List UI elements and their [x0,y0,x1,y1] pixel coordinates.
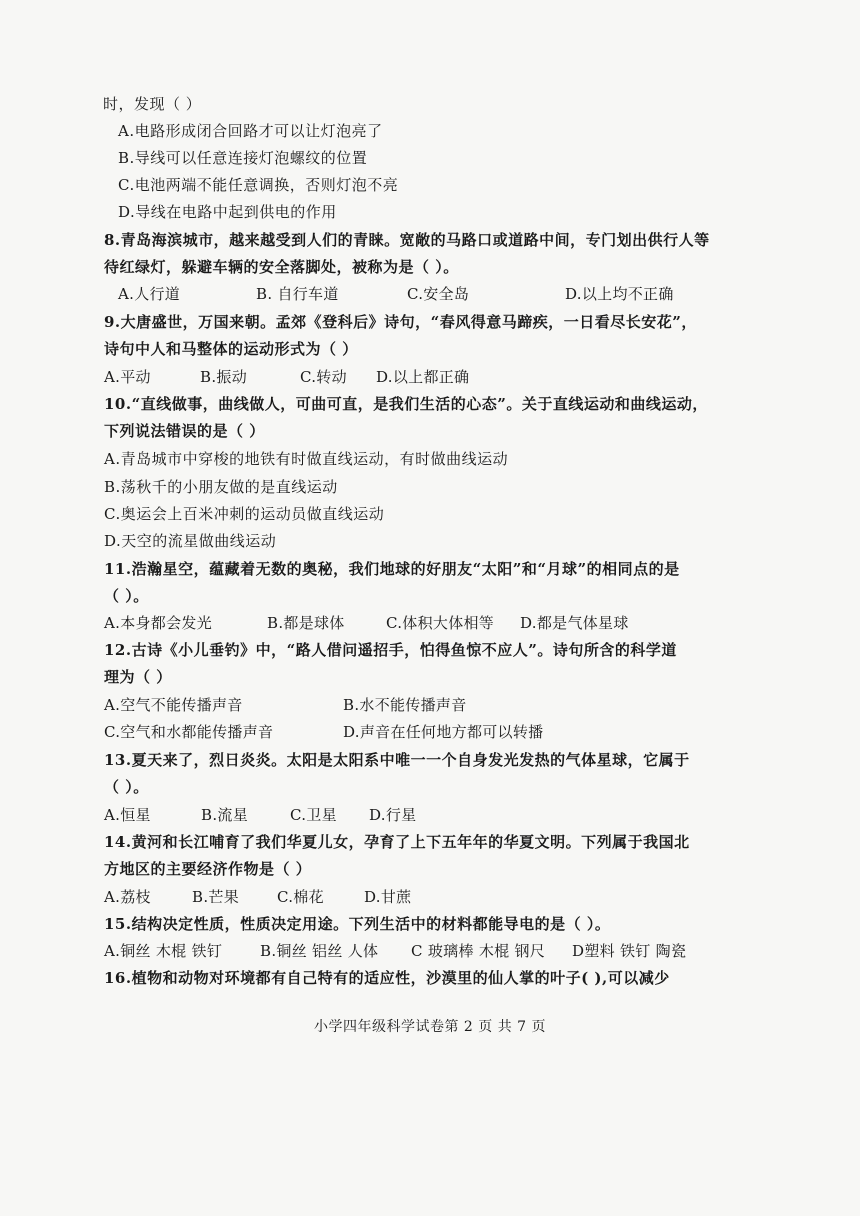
q16-stem-line1: 16.植物和动物对环境都有自己特有的适应性，沙漠里的仙人掌的叶子( ),可以减少 [104,969,670,987]
q7-option-a: A.电路形成闭合回路才可以让灯泡亮了 [118,122,383,140]
q12-option-d: D.声音在任何地方都可以转播 [343,723,544,741]
q10-stem-line1: 10.“直线做事，曲线做人，可曲可直，是我们生活的心态”。关于直线运动和曲线运动， [104,395,708,413]
q11-option-b: B.都是球体 [267,614,345,632]
q8-stem-line2: 待红绿灯，躲避车辆的安全落脚处，被称为是（ ）。 [104,258,459,276]
q14-option-d: D.甘蔗 [364,888,412,906]
q8-option-d: D.以上均不正确 [565,285,674,303]
q14-option-b: B.芒果 [192,888,239,906]
q9-option-d: D.以上都正确 [376,368,470,386]
q8-option-c: C.安全岛 [407,285,470,303]
q12-stem-line1: 12.古诗《小儿垂钓》中，“路人借问遥招手，怕得鱼惊不应人”。诗句所含的科学道 [104,641,677,659]
q14-stem-line2: 方地区的主要经济作物是（ ） [104,860,312,878]
q7-option-b: B.导线可以任意连接灯泡螺纹的位置 [118,149,368,167]
page-footer: 小学四年级科学试卷第 2 页 共 7 页 [313,1019,547,1035]
q9-option-b: B.振动 [200,368,247,386]
q8-option-b: B. 自行车道 [256,285,339,303]
q9-option-c: C.转动 [300,368,347,386]
q13-option-d: D.行星 [369,806,417,824]
q15-option-c: C 玻璃棒 木棍 钢尺 [411,942,546,960]
q8-option-a: A.人行道 [118,285,181,303]
q10-option-a: A.青岛城市中穿梭的地铁有时做直线运动，有时做曲线运动 [104,450,509,468]
q11-stem-line1: 11.浩瀚星空，蕴藏着无数的奥秘，我们地球的好朋友“太阳”和“月球”的相同点的是 [104,560,680,578]
q7-option-c: C.电池两端不能任意调换，否则灯泡不亮 [118,176,399,194]
q12-option-a: A.空气不能传播声音 [104,696,243,714]
q10-stem-line2: 下列说法错误的是（ ） [104,422,265,440]
q11-option-c: C.体积大体相等 [386,614,495,632]
q14-option-a: A.荔枝 [104,888,151,906]
q12-option-c: C.空气和水都能传播声音 [104,723,274,741]
q10-option-c: C.奥运会上百米冲刺的运动员做直线运动 [104,505,385,523]
q14-stem-line1: 14.黄河和长江哺育了我们华夏儿女，孕育了上下五年年的华夏文明。下列属于我国北 [104,833,690,851]
q7-option-d: D.导线在电路中起到供电的作用 [118,203,337,221]
q13-stem-line1: 13.夏天来了，烈日炎炎。太阳是太阳系中唯一一个自身发光发热的气体星球，它属于 [104,751,690,769]
q10-option-d: D.天空的流星做曲线运动 [104,532,277,550]
q8-stem-line1: 8.青岛海滨城市，越来越受到人们的青睐。宽敞的马路口或道路中间，专门划出供行人等 [104,231,710,249]
q10-option-b: B.荡秋千的小朋友做的是直线运动 [104,478,338,496]
q11-option-a: A.本身都会发光 [104,614,213,632]
q9-option-a: A.平动 [104,368,151,386]
q9-stem-line2: 诗句中人和马整体的运动形式为（ ） [104,340,358,358]
q11-stem-line2: （ ）。 [104,587,149,605]
q12-stem-line2: 理为（ ） [104,668,172,686]
q15-option-b: B.铜丝 铝丝 人体 [260,942,379,960]
q13-option-b: B.流星 [201,806,248,824]
q13-option-c: C.卫星 [290,806,337,824]
q9-stem-line1: 9.大唐盛世，万国来朝。孟郊《登科后》诗句，“春风得意马蹄疾，一日看尽长安花”， [104,313,697,331]
q15-option-d: D塑料 铁钉 陶瓷 [572,942,687,960]
q14-option-c: C.棉花 [277,888,324,906]
q12-option-b: B.水不能传播声音 [343,696,467,714]
q11-option-d: D.都是气体星球 [520,614,629,632]
q13-option-a: A.恒星 [104,806,151,824]
q7-continuation: 时，发现（ ） [103,95,202,113]
q13-stem-line2: （ ）。 [104,778,149,796]
q15-option-a: A.铜丝 木棍 铁钉 [104,942,223,960]
q15-stem: 15.结构决定性质，性质决定用途。下列生活中的材料都能导电的是（ ）。 [104,915,611,933]
